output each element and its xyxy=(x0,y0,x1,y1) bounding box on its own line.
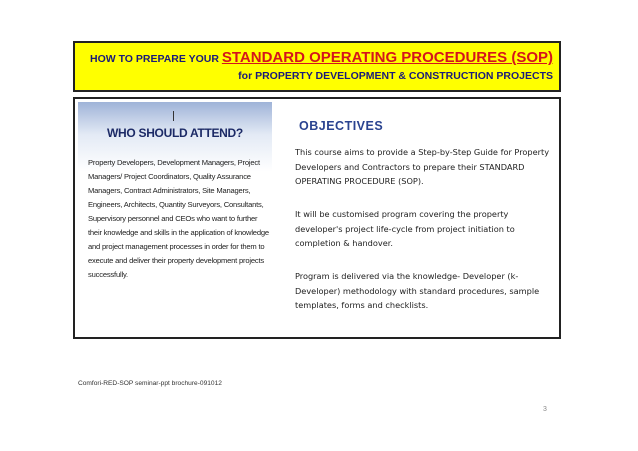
banner-subtitle: for PROPERTY DEVELOPMENT & CONSTRUCTION PROJECTS xyxy=(238,70,553,82)
objectives-paragraph-1: This course aims to provide a Step-by-Step Guide for Property Developers and Contractors to prepare their STANDARD OPERATING PROCEDURE (SOP). xyxy=(295,147,550,186)
objectives-paragraph-2: It will be customised program covering the property developer's project life-cycle from project initiation to completion & handover. xyxy=(295,209,515,248)
banner-title-highlight: STANDARD OPERATING PROCEDURES (SOP) xyxy=(221,49,553,66)
divider-tick xyxy=(173,111,174,121)
who-should-attend-text: Property Developers, Development Managers, Project Managers/ Project Coordinators, Quality Assurance Managers, Contract Administrators, Site Managers, Engineers, Architects, Quantity Surveyors, Consultants, Supervisory personnel and CEOs who want to further their knowledge and skills in the application of knowledge and project management processes in order for them to execute and deliver their property development projects successfully. xyxy=(88,158,269,279)
title-banner xyxy=(73,41,561,92)
who-should-attend-panel xyxy=(78,102,272,334)
objectives-heading: OBJECTIVES xyxy=(299,119,384,133)
banner-title-line xyxy=(90,49,553,66)
footer-caption: Comfori-RED-SOP seminar-ppt brochure-091012 xyxy=(78,380,222,387)
banner-title-prefix: HOW TO PREPARE YOUR xyxy=(90,53,219,65)
page-number: 3 xyxy=(543,406,547,413)
slide-content-box xyxy=(73,97,561,339)
who-should-attend-heading: WHO SHOULD ATTEND? xyxy=(107,126,243,140)
objectives-paragraph-3: Program is delivered via the knowledge- Developer (k-Developer) methodology with standard procedures, sample templates, forms and checklists. xyxy=(295,271,540,310)
